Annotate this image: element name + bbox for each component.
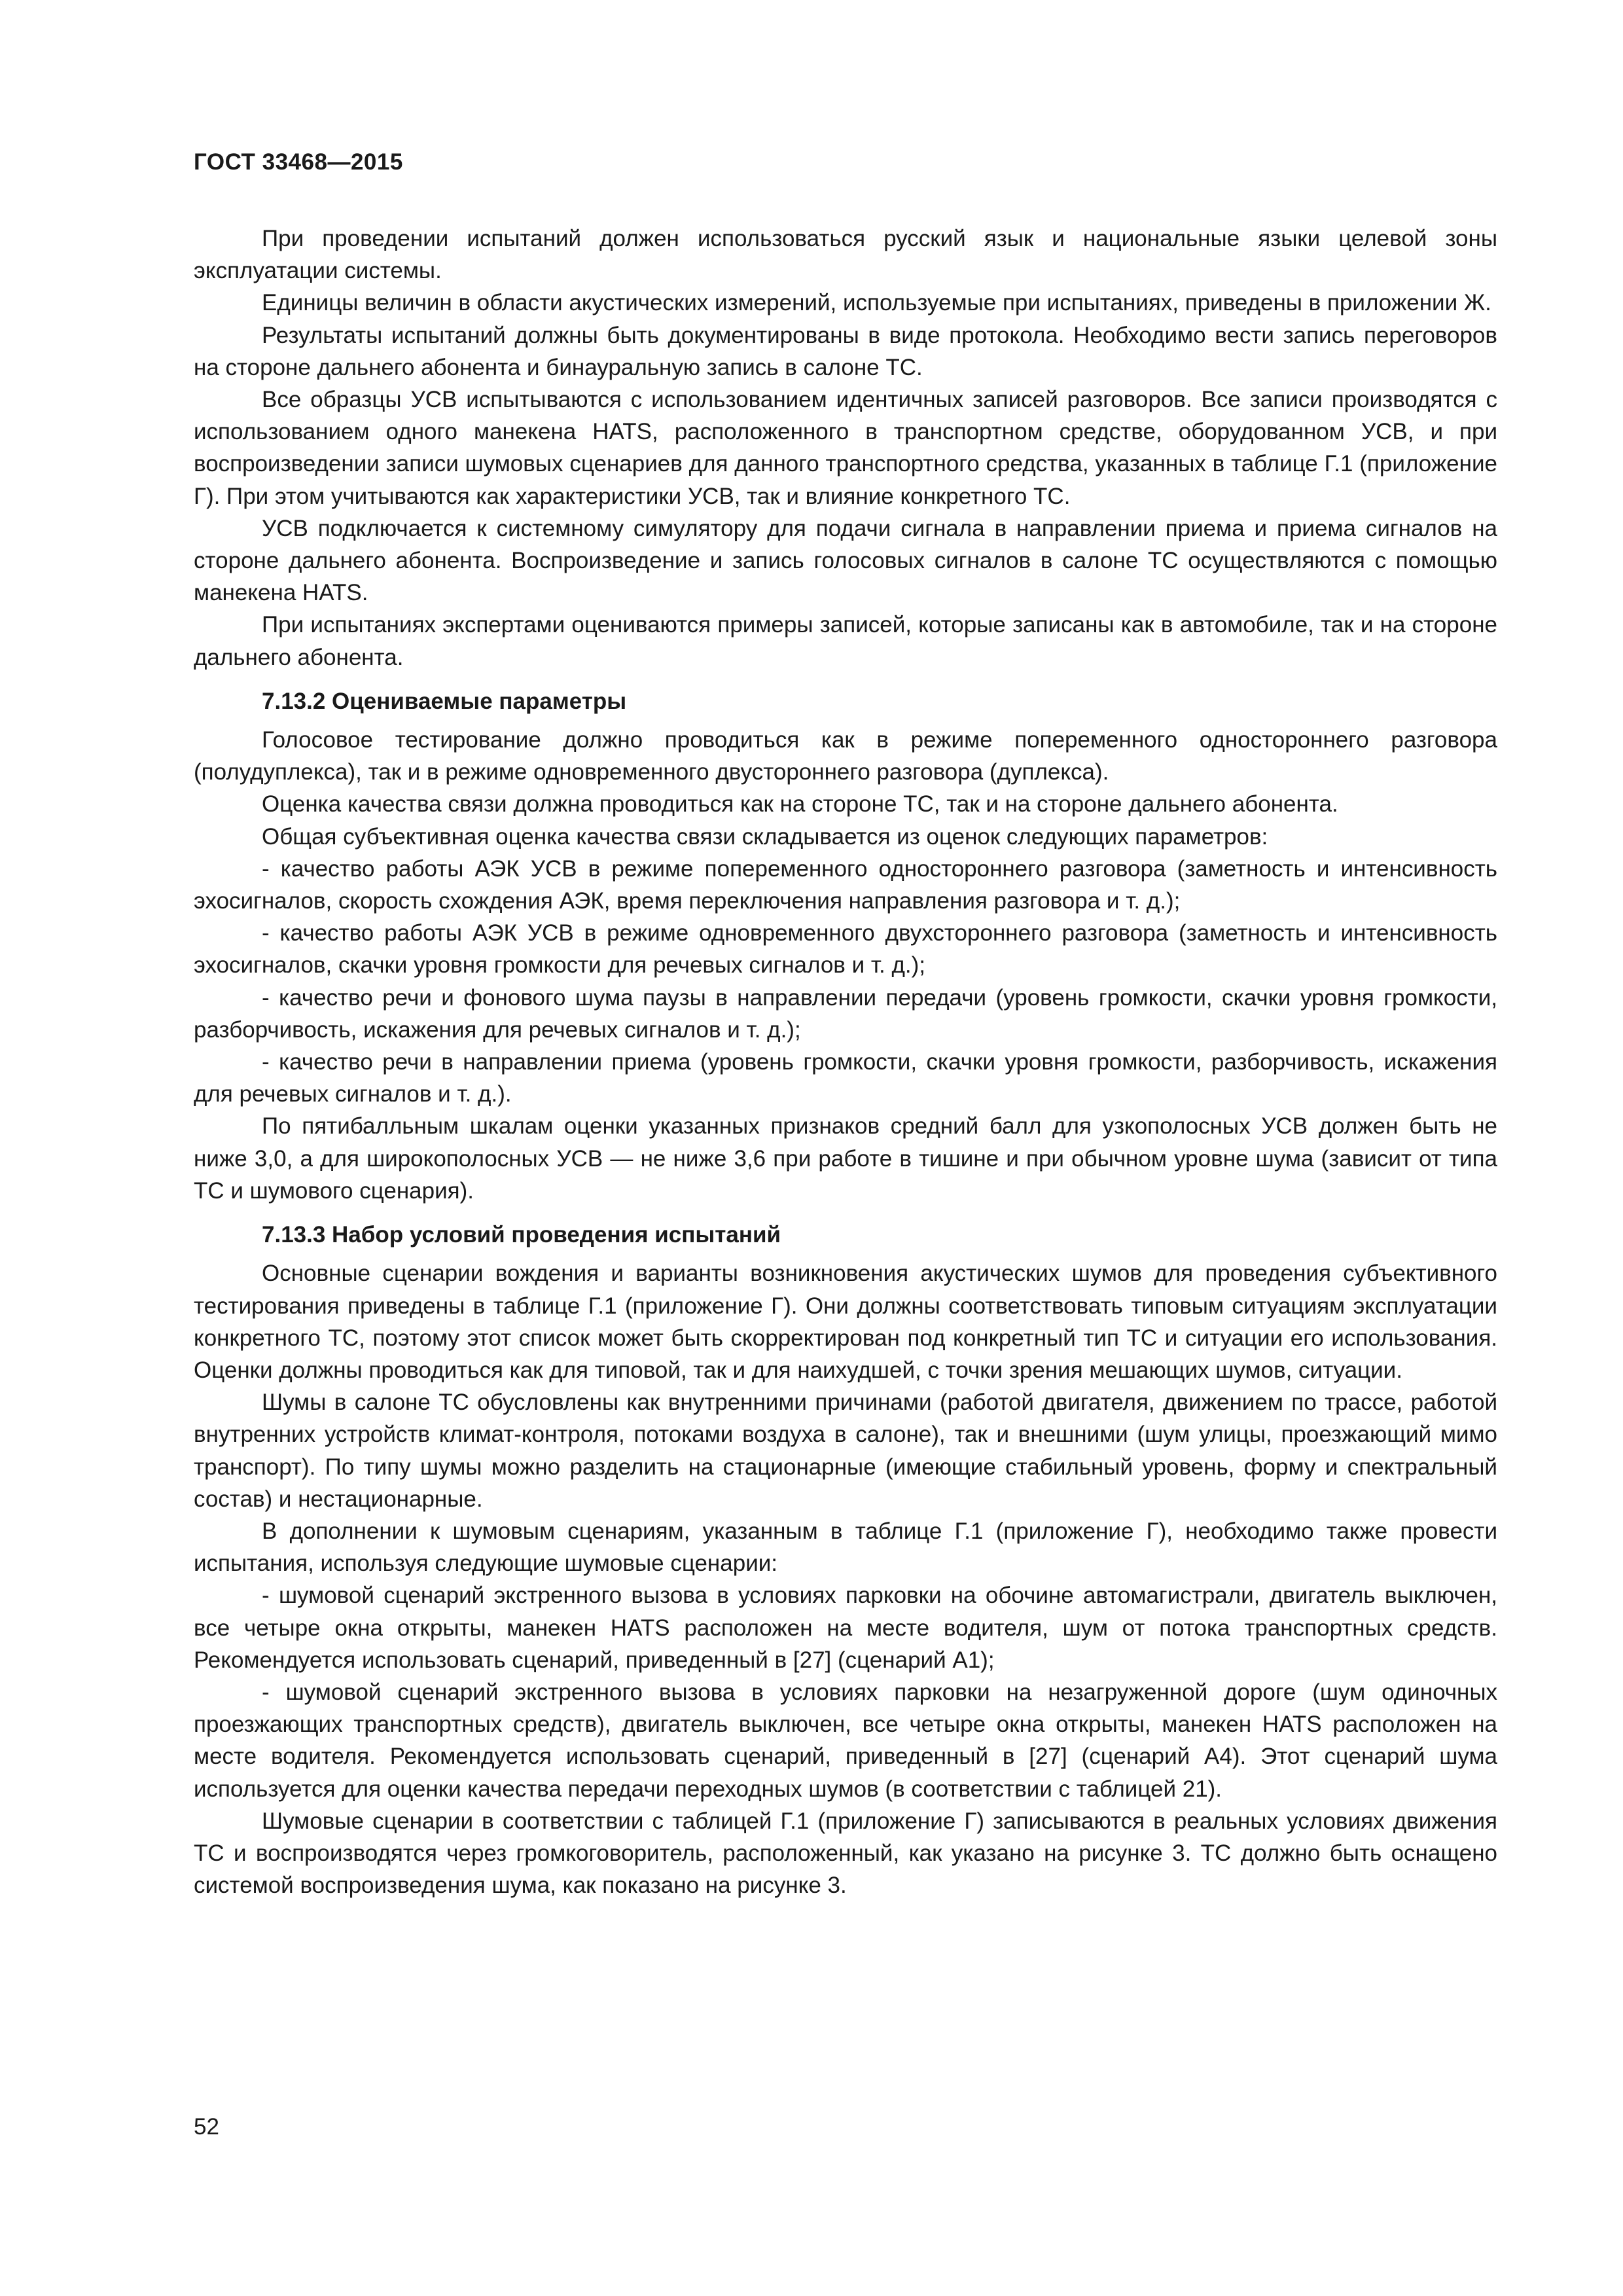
paragraph: Единицы величин в области акустических измерений, используемые при испытаниях, приведены в приложении Ж. (262, 290, 1491, 316)
paragraph: УСВ подключается к системному симулятору для подачи сигнала в направлении приема и приема сигналов на стороне дальнего абонента. Воспроизведение и запись голосовых сигналов в салоне ТС осуществляются с помощью манекена HATS. (194, 515, 1497, 606)
page-number: 52 (194, 2114, 219, 2140)
paragraph: Шумы в салоне ТС обусловлены как внутренними причинами (работой двигателя, движением по трассе, работой внутренних устройств климат-контроля, потоками воздуха в салоне), так и внешними (шум улицы, проезжающий мимо транспорт). По типу шумы можно разделить на стационарные (имеющие стабильный уровень, форму и спектральный состав) и нестационарные. (194, 1390, 1497, 1512)
paragraph: При проведении испытаний должен использоваться русский язык и национальные языки целевой зоны эксплуатации системы. (194, 226, 1497, 284)
list-item: - качество речи и фонового шума паузы в направлении передачи (уровень громкости, скачки уровня громкости, разборчивость, искажения для речевых сигналов и т. д.); (194, 984, 1497, 1043)
paragraph: При испытаниях экспертами оцениваются примеры записей, которые записаны как в автомобиле, так и на стороне дальнего абонента. (194, 612, 1497, 670)
list-item: - качество работы АЭК УСВ в режиме одновременного двухстороннего разговора (заметность и интенсивность эхосигналов, скачки уровня громкости для речевых сигналов и т. д.); (194, 920, 1497, 978)
paragraph: Общая субъективная оценка качества связи складывается из оценок следующих параметров: (262, 823, 1268, 850)
paragraph: Результаты испытаний должны быть документированы в виде протокола. Необходимо вести запись переговоров на стороне дальнего абонента и бинауральную запись в салоне ТС. (194, 322, 1497, 380)
paragraph: Шумовые сценарии в соответствии с таблицей Г.1 (приложение Г) записываются в реальных условиях движения ТС и воспроизводятся через громкоговоритель, расположенный, как указано на рисунке 3. ТС должно быть оснащено системой воспроизведения шума, как показано на рисунке 3. (194, 1808, 1497, 1899)
list-item: - качество речи в направлении приема (уровень громкости, скачки уровня громкости, разборчивость, искажения для речевых сигналов и т. д.). (194, 1049, 1497, 1107)
paragraph: Основные сценарии вождения и варианты возникновения акустических шумов для проведения субъективного тестирования приведены в таблице Г.1 (приложение Г). Они должны соответствовать типовым ситуациям эксплуатации конкретного ТС, поэтому этот список может быть скорректирован под конкретный тип ТС и ситуации его использования. Оценки должны проводиться как для типовой, так и для наихудшей, с точки зрения мешающих шумов, ситуации. (194, 1261, 1497, 1383)
paragraph: Оценка качества связи должна проводиться как на стороне ТС, так и на стороне дальнего абонента. (262, 791, 1338, 817)
section-heading-7-13-2: 7.13.2 Оцениваемые параметры (262, 688, 627, 714)
list-item: - шумовой сценарий экстренного вызова в условиях парковки на незагруженной дороге (шум одиночных проезжающих транспортных средств), двигатель выключен, все четыре окна открыты, манекен HATS расположен на месте водителя. Рекомендуется использовать сценарий, приведенный в [27] (сценарий А4). Этот сценарий шума используется для оценки качества передачи переходных шумов (в соответствии с таблицей 21). (194, 1679, 1497, 1802)
paragraph: Все образцы УСВ испытываются с использованием идентичных записей разговоров. Все записи производятся с использованием одного манекена HATS, расположенного в транспортном средстве, оборудованном УСВ, и при воспроизведении записи шумовых сценариев для данного транспортного средства, указанных в таблице Г.1 (приложение Г). При этом учитываются как характеристики УСВ, так и влияние конкретного ТС. (194, 387, 1497, 509)
paragraph: Голосовое тестирование должно проводиться как в режиме попеременного одностороннего разговора (полудуплекса), так и в режиме одновременного двустороннего разговора (дуплекса). (194, 727, 1497, 785)
section-heading-7-13-3: 7.13.3 Набор условий проведения испытаний (262, 1222, 781, 1248)
list-item: - шумовой сценарий экстренного вызова в условиях парковки на обочине автомагистрали, двигатель выключен, все четыре окна открыты, манекен HATS расположен на месте водителя, шум от потока транспортных средств. Рекомендуется использовать сценарий, приведенный в [27] (сценарий А1); (194, 1583, 1497, 1673)
paragraph: По пятибалльным шкалам оценки указанных признаков средний балл для узкополосных УСВ должен быть не ниже 3,0, а для широкополосных УСВ — не ниже 3,6 при работе в тишине и при обычном уровне шума (зависит от типа ТС и шумового сценария). (194, 1113, 1497, 1204)
document-header: ГОСТ 33468—2015 (194, 149, 403, 175)
document-body (194, 223, 1497, 1901)
paragraph: В дополнении к шумовым сценариям, указанным в таблице Г.1 (приложение Г), необходимо также провести испытания, используя следующие шумовые сценарии: (194, 1518, 1497, 1577)
list-item: - качество работы АЭК УСВ в режиме попеременного одностороннего разговора (заметность и интенсивность эхосигналов, скорость схождения АЭК, время переключения направления разговора и т. д.); (194, 855, 1497, 914)
